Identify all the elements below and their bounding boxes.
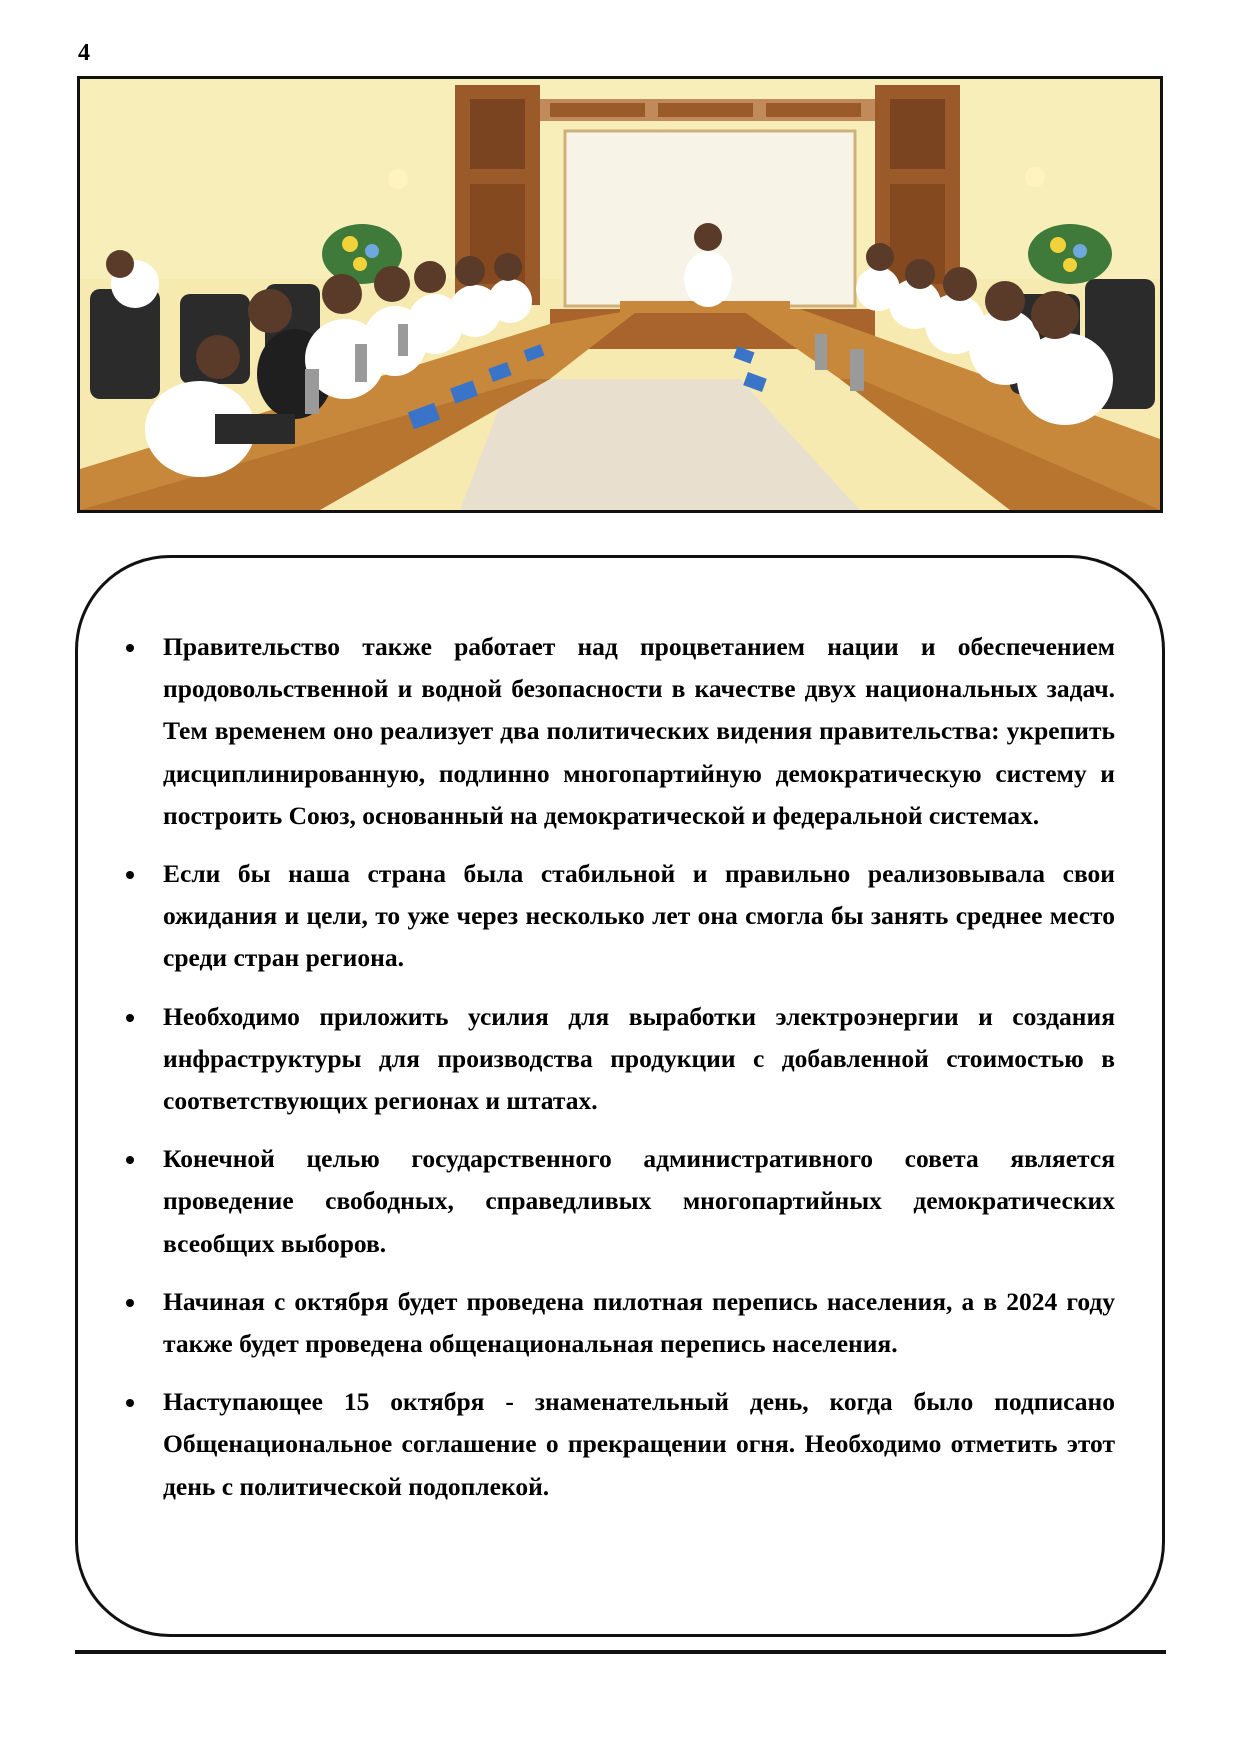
list-item (78, 626, 1162, 837)
list-item (78, 1281, 1162, 1365)
bullet-icon (126, 644, 134, 652)
meeting-photo (77, 76, 1163, 513)
bullet-text: Начиная с октября будет проведена пилотная перепись населения, а в 2024 году также будет проведена общенациональная перепись населения. (163, 1286, 1115, 1359)
bullet-icon (126, 1156, 134, 1164)
bottom-divider (75, 1650, 1166, 1654)
page-number: 4 (78, 40, 90, 66)
meeting-photo-illustration (80, 79, 1160, 510)
bullet-icon (126, 1399, 134, 1407)
key-points-list (78, 626, 1162, 1524)
bullet-text: Если бы наша страна была стабильной и правильно реализовывала свои ожидания и цели, то уже через несколько лет она смогла бы занять среднее место среди стран региона. (163, 859, 1115, 973)
list-item (78, 1138, 1162, 1265)
list-item (78, 996, 1162, 1123)
bullet-text: Правительство также работает над процветанием нации и обеспечением продовольственной и водной безопасности в качестве двух национальных задач. Тем временем оно реализует два политических видения правительства: укрепить дисциплинированную, подлинно многопартийную демократическую систему и построить Союз, основанный на демократической и федеральной системах. (163, 632, 1115, 830)
bullet-text: Наступающее 15 октября - знаменательный день, когда было подписано Общенациональное соглашение о прекращении огня. Необходимо отметить этот день с политической подоплекой. (163, 1387, 1115, 1501)
list-item (78, 1381, 1162, 1508)
bullet-icon (126, 1299, 134, 1307)
bullet-icon (126, 871, 134, 879)
list-item (78, 853, 1162, 980)
bullet-text: Конечной целью государственного административного совета является проведение свободных, справедливых многопартийных демократических всеобщих выборов. (163, 1144, 1115, 1258)
bullet-icon (126, 1014, 134, 1022)
key-points-box (75, 555, 1165, 1637)
bullet-text: Необходимо приложить усилия для выработки электроэнергии и создания инфраструктуры для производства продукции с добавленной стоимостью в соответствующих регионах и штатах. (163, 1001, 1115, 1116)
